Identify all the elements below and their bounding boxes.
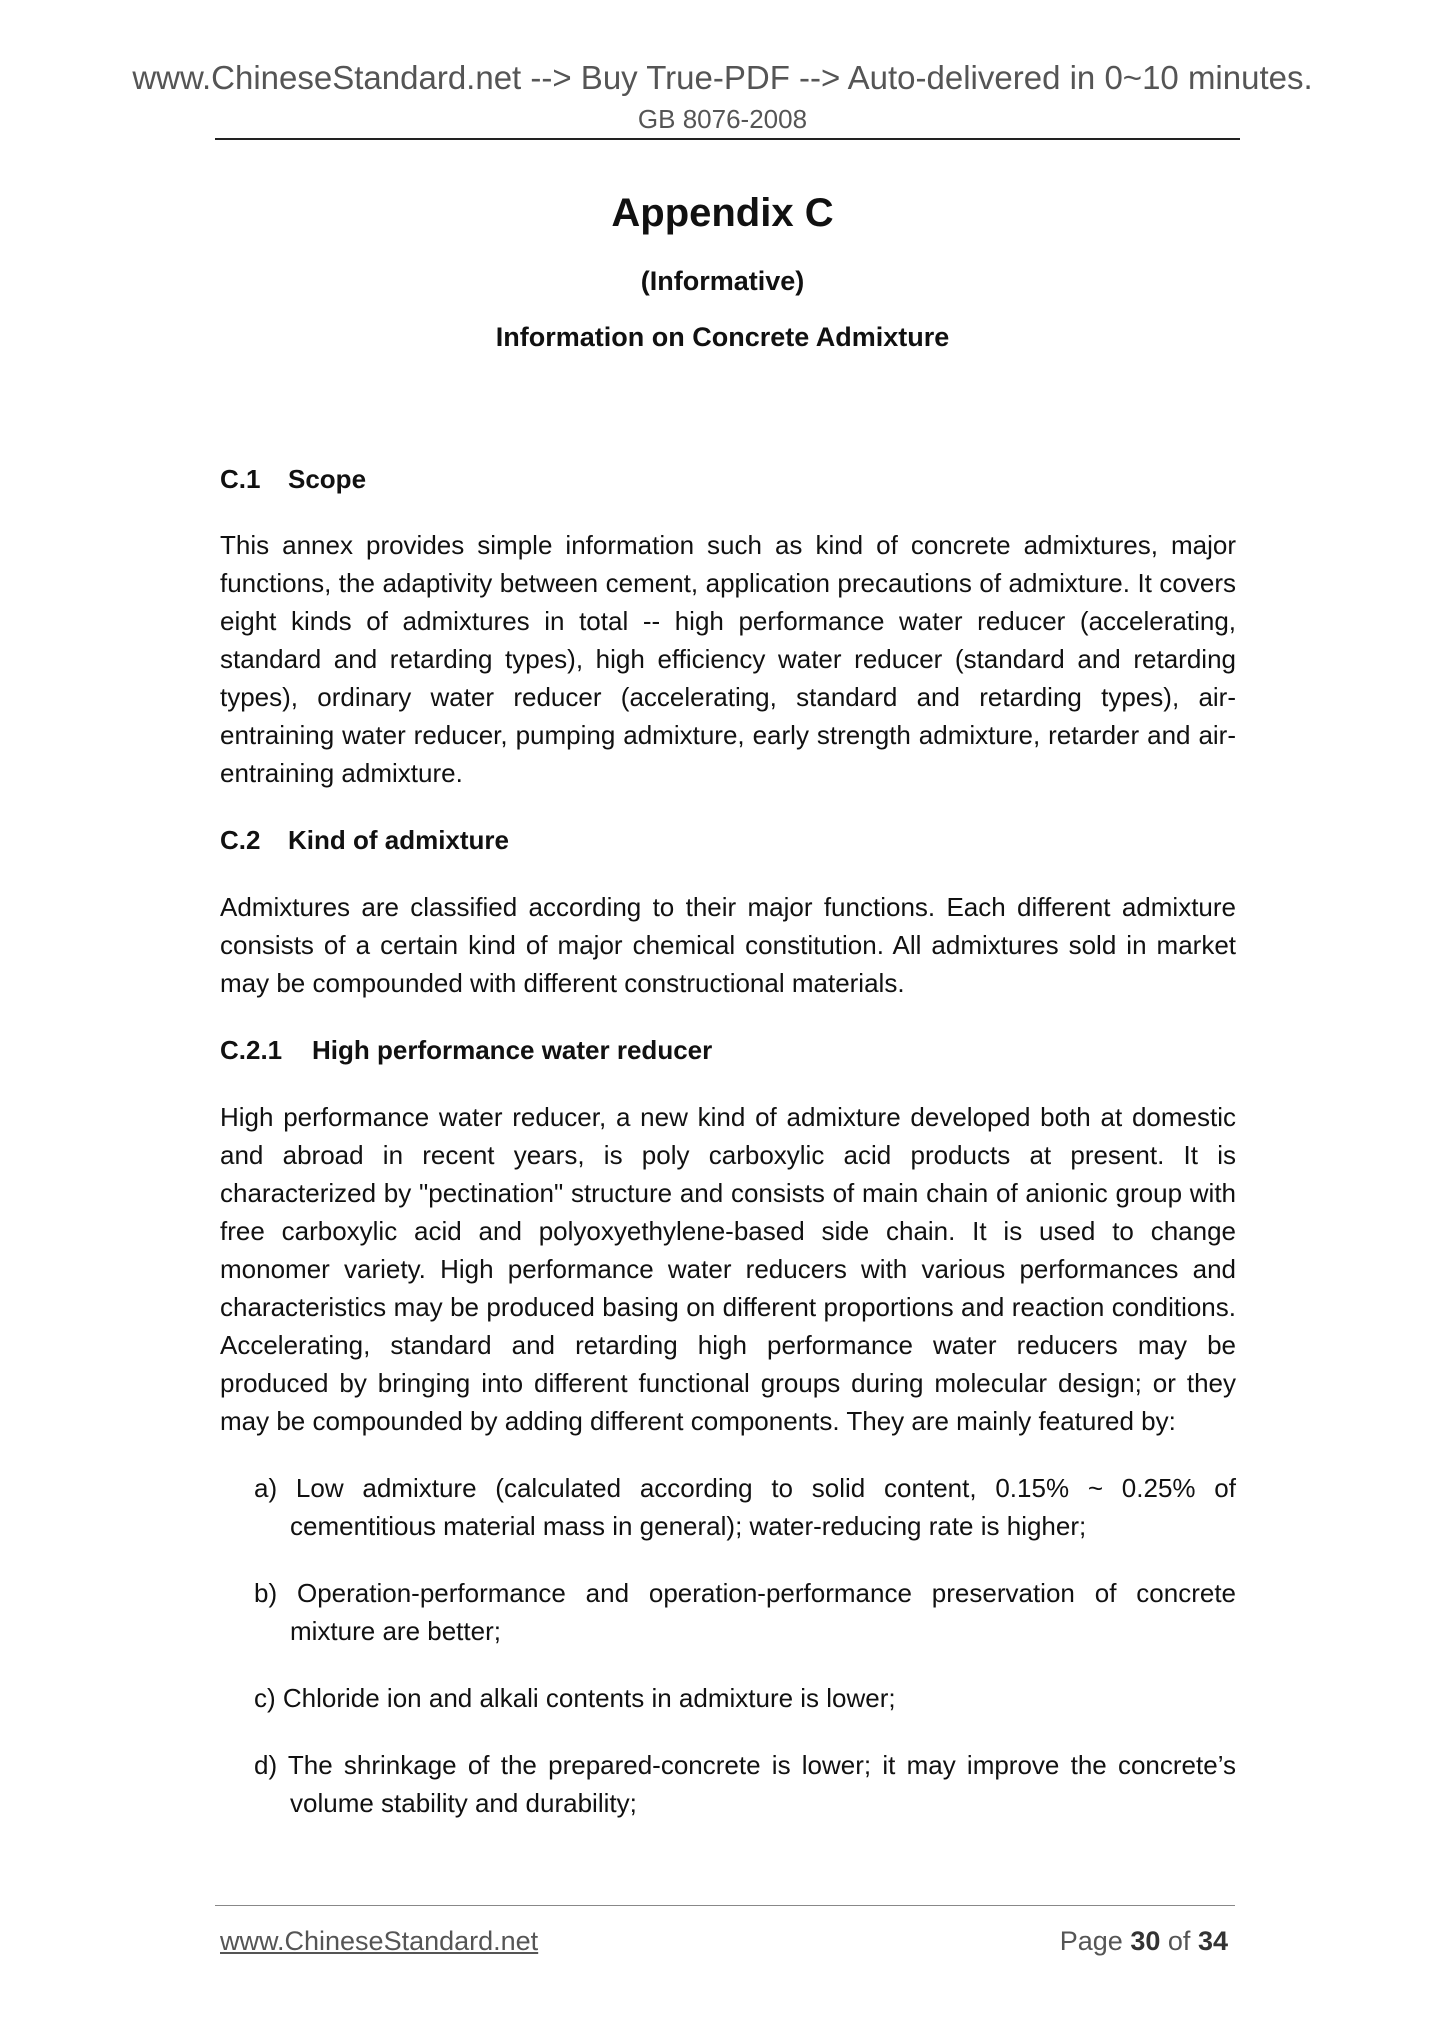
section-title: High performance water reducer [312,1035,713,1065]
paragraph-kind-of-admixture: Admixtures are classified according to their major functions. Each different admixture consists of a certain kind of major chemical constitution. All admixtures sold in market may be compounded with different constructional materials. [220,892,1236,998]
standard-number: GB 8076-2008 [637,104,808,134]
section-number: C.2 [220,825,261,855]
footer-divider [215,1905,1235,1906]
paragraph-high-performance: High performance water reducer, a new kind of admixture developed both at domestic and abroad in recent years, is poly carboxylic acid products at present. It is characterized by "pectination" structure and consists of main chain of anionic group with free carboxylic acid and polyoxyethylene-based side chain. It is used to change monomer variety. High performance water reducers with various performances and characteristics may be produced basing on different proportions and reaction conditions. Accelerating, standard and retarding high performance water reducers may be produced by bringing into different functional groups during molecular design; or they may be compounded by adding different components. They are mainly featured by: [220,1102,1236,1436]
appendix-nature: (Informative) [640,266,805,296]
page-label: Page [1059,1926,1123,1956]
appendix-subject: Information on Concrete Admixture [495,322,950,352]
section-heading-c21 [220,1031,1236,1069]
top-banner: www.ChineseStandard.net --> Buy True-PDF --> Auto-delivered in 0~10 minutes. [132,59,1313,96]
page-of-label: of [1167,1926,1191,1956]
section-number: C.2.1 [220,1035,283,1065]
footer-website-link[interactable]: www.ChineseStandard.net [220,1926,539,1956]
page-indicator [1060,1924,1228,1958]
section-title: Kind of admixture [288,825,510,855]
section-title: Scope [288,464,367,494]
list-item: d) The shrinkage of the prepared-concrete is lower; it may improve the concrete’s volume stability and durability; [254,1750,1236,1818]
section-number: C.1 [220,464,261,494]
section-heading-c2 [220,821,1236,859]
list-item: b) Operation-performance and operation-performance preservation of concrete mixture are better; [254,1578,1236,1646]
appendix-title: Appendix C [611,191,834,235]
list-item: c) Chloride ion and alkali contents in admixture is lower; [254,1683,896,1713]
page-total: 34 [1197,1926,1228,1956]
section-heading-c1 [220,460,1236,498]
document-body [220,460,1236,1822]
page-current: 30 [1130,1926,1161,1956]
feature-list [220,1469,1236,1822]
paragraph-scope: This annex provides simple information such as kind of concrete admixtures, major functions, the adaptivity between cement, application precautions of admixture. It covers eight kinds of admixtures in total -- high performance water reducer (accelerating, standard and retarding types), high efficiency water reducer (standard and retarding types), ordinary water reducer (accelerating, standard and retarding types), air-entraining water reducer, pumping admixture, early strength admixture, retarder and air-entraining admixture. [220,530,1236,788]
list-item: a) Low admixture (calculated according to solid content, 0.15% ~ 0.25% of cementitious material mass in general); water-reducing rate is higher; [254,1473,1236,1541]
header-divider [215,138,1240,140]
